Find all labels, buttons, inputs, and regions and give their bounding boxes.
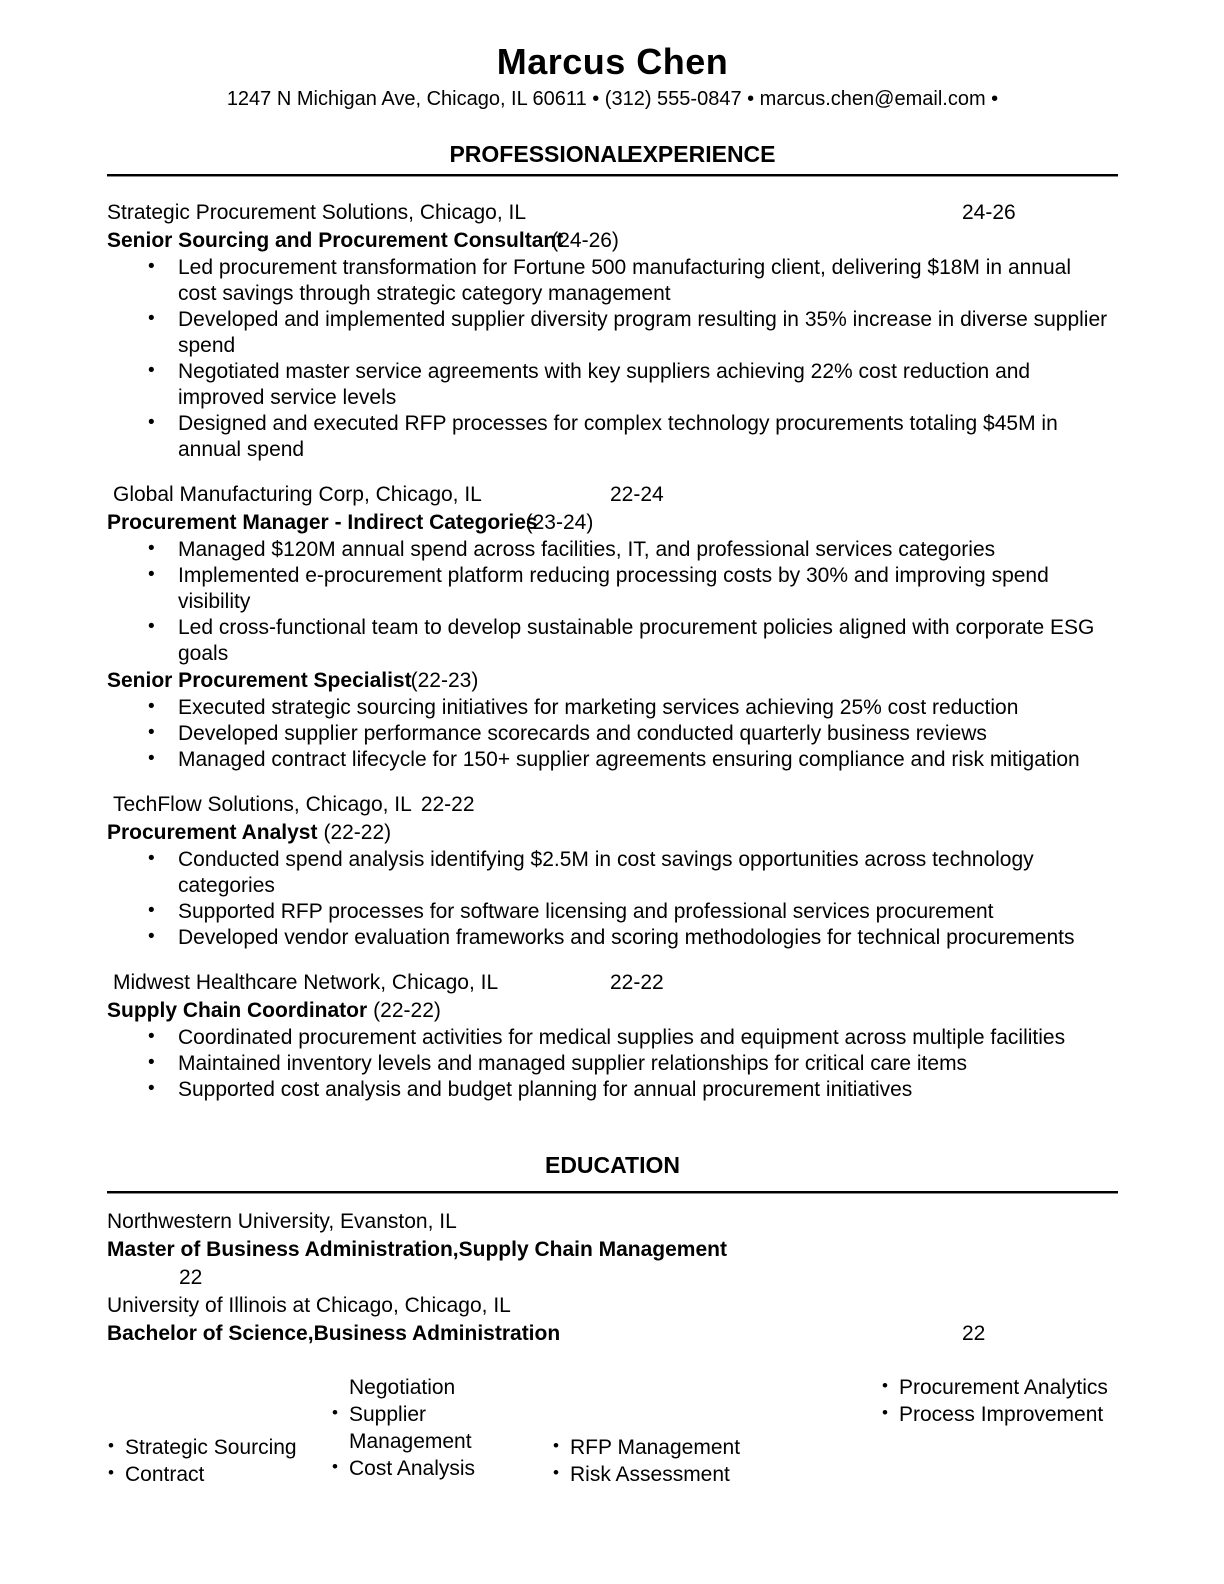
- role-title: Procurement Manager - Indirect Categories: [107, 511, 538, 534]
- bullet-text: Led cross-functional team to develop sustainable procurement policies aligned with corporate ESG goals: [178, 616, 1095, 665]
- bullet-item: [107, 747, 1118, 773]
- education-section-heading: EDUCATION: [544, 1152, 680, 1178]
- bullet-icon: •: [882, 1403, 888, 1422]
- skill-item-continuation: [332, 1374, 497, 1401]
- skill-text: Risk Assessment: [570, 1463, 730, 1486]
- skills-column: [882, 1374, 1132, 1428]
- role-dates: (22-22): [323, 821, 392, 844]
- education-heading-rule: [107, 1191, 1118, 1194]
- bullet-icon: •: [882, 1376, 888, 1395]
- bullet-icon: •: [148, 696, 155, 717]
- bullet-item: [107, 721, 1118, 747]
- bullet-icon: •: [332, 1457, 338, 1476]
- bullet-text: Maintained inventory levels and managed supplier relationships for critical care items: [178, 1052, 968, 1075]
- skills-column: [108, 1434, 338, 1488]
- education-section: [107, 1208, 1118, 1348]
- company-line: [107, 199, 1118, 227]
- role-line: [107, 227, 1118, 255]
- contact-line: 1247 N Michigan Ave, Chicago, IL 60611 • (312) 555-0847 • marcus.chen@email.com •: [226, 88, 999, 110]
- bullet-icon: •: [148, 848, 155, 869]
- education-entry: [107, 1208, 1118, 1292]
- bullet-text: Developed supplier performance scorecards and conducted quarterly business reviews: [178, 722, 987, 745]
- experience-section: [107, 199, 1118, 1103]
- bullet-icon: •: [148, 360, 155, 381]
- role-title: Supply Chain Coordinator: [107, 999, 368, 1022]
- skill-text: Supplier Management: [349, 1403, 472, 1453]
- school-name: Northwestern University, Evanston, IL: [107, 1210, 457, 1233]
- bullet-icon: •: [553, 1463, 559, 1482]
- role-dates: (22-23): [410, 669, 479, 692]
- bullet-icon: •: [148, 1078, 155, 1099]
- role-title: Senior Procurement Specialist: [107, 669, 412, 692]
- skill-item: [553, 1434, 798, 1461]
- bullet-item: [107, 925, 1118, 951]
- job-entry: [107, 481, 1118, 773]
- company-dates: 22-22: [420, 793, 475, 816]
- bullet-text: Supported RFP processes for software licensing and professional services procurement: [178, 900, 994, 923]
- company-dates: 22-22: [610, 971, 664, 994]
- skill-text: Cost Analysis: [349, 1457, 476, 1480]
- skill-item: [332, 1455, 497, 1482]
- bullet-text: Managed $120M annual spend across facilities, IT, and professional services categories: [178, 538, 996, 561]
- degree-title: [107, 1320, 1118, 1348]
- bullet-icon: •: [148, 722, 155, 743]
- bullet-item: [107, 899, 1118, 925]
- bullet-text: Coordinated procurement activities for medical supplies and equipment across multiple facilities: [178, 1026, 1066, 1049]
- bullet-text: Led procurement transformation for Fortune 500 manufacturing client, delivering $18M in annual cost savings through strategic category management: [178, 256, 1072, 305]
- bullet-item: [107, 847, 1118, 899]
- degree-title-text: Bachelor of Science,Business Administration: [107, 1322, 561, 1345]
- bullet-icon: •: [108, 1436, 114, 1455]
- bullet-icon: •: [148, 616, 155, 637]
- skills-column: [332, 1374, 497, 1482]
- role-line: [107, 997, 1118, 1025]
- skill-item: [882, 1374, 1132, 1401]
- bullet-item: [107, 695, 1118, 721]
- bullet-item: [107, 537, 1118, 563]
- bullet-icon: •: [553, 1436, 559, 1455]
- experience-heading-rule: [107, 174, 1118, 177]
- bullet-item: [107, 1077, 1118, 1103]
- bullet-item: [107, 359, 1118, 411]
- bullet-item: [107, 1025, 1118, 1051]
- skills-section: [107, 1374, 1118, 1514]
- company-name: Strategic Procurement Solutions, Chicago, IL: [107, 201, 527, 224]
- skill-text: Procurement Analytics: [899, 1376, 1108, 1399]
- company-name: Midwest Healthcare Network, Chicago, IL: [113, 971, 499, 994]
- resume-content: [107, 0, 1118, 1514]
- job-entry: [107, 969, 1118, 1103]
- bullet-icon: •: [148, 256, 155, 277]
- company-name: Global Manufacturing Corp, Chicago, IL: [113, 483, 482, 506]
- degree-title: Master of Business Administration,Supply Chain Management: [107, 1238, 727, 1261]
- skill-item: [553, 1461, 798, 1488]
- bullet-icon: •: [148, 748, 155, 769]
- bullet-text: Implemented e-procurement platform reducing processing costs by 30% and improving spend visibility: [178, 564, 1049, 613]
- skill-text: Contract: [125, 1463, 205, 1486]
- bullet-text: Developed vendor evaluation frameworks and scoring methodologies for technical procurements: [178, 926, 1075, 949]
- degree-year: 22: [962, 1322, 986, 1345]
- bullet-text: Negotiated master service agreements with key suppliers achieving 22% cost reduction and improved service levels: [178, 360, 1031, 409]
- bullet-icon: •: [148, 900, 155, 921]
- skill-text: Negotiation: [349, 1376, 456, 1399]
- bullet-icon: •: [148, 1026, 155, 1047]
- skill-text: Process Improvement: [899, 1403, 1104, 1426]
- skills-column: [553, 1434, 798, 1488]
- company-name: TechFlow Solutions, Chicago, IL: [113, 793, 412, 816]
- role-dates: (24-26): [551, 229, 619, 252]
- skill-text: Strategic Sourcing: [125, 1436, 297, 1459]
- bullet-text: Supported cost analysis and budget planning for annual procurement initiatives: [178, 1078, 913, 1101]
- company-line: [107, 791, 1118, 819]
- bullet-icon: •: [148, 926, 155, 947]
- bullet-text: Developed and implemented supplier diversity program resulting in 35% increase in diverse supplier spend: [178, 308, 1108, 357]
- school-name: University of Illinois at Chicago, Chicago, IL: [107, 1294, 511, 1317]
- experience-section-heading: PROFESSIONAL EXPERIENCE: [449, 141, 776, 167]
- company-line: [107, 969, 1118, 997]
- bullet-item: [107, 255, 1118, 307]
- skill-item: [332, 1401, 497, 1455]
- role-title: Procurement Analyst: [107, 821, 318, 844]
- bullet-item: [107, 411, 1118, 463]
- role-dates: (22-22): [373, 999, 441, 1022]
- role-line: [107, 667, 1118, 695]
- bullet-text: Designed and executed RFP processes for complex technology procurements totaling $45M in annual spend: [178, 412, 1058, 461]
- role-line: [107, 819, 1118, 847]
- bullet-item: [107, 307, 1118, 359]
- job-entry: [107, 199, 1118, 463]
- bullet-item: [107, 615, 1118, 667]
- degree-year: 22: [179, 1266, 203, 1289]
- job-entry: [107, 791, 1118, 951]
- company-line: [107, 481, 1118, 509]
- company-dates: 22-24: [610, 483, 664, 506]
- bullet-icon: •: [148, 538, 155, 559]
- skill-item: [882, 1401, 1132, 1428]
- bullet-icon: •: [148, 308, 155, 329]
- education-entry: [107, 1292, 1118, 1348]
- skill-item: [108, 1461, 338, 1488]
- bullet-icon: •: [108, 1463, 114, 1482]
- bullet-text: Managed contract lifecycle for 150+ supplier agreements ensuring compliance and risk mitigation: [178, 748, 1080, 771]
- skill-item: [108, 1434, 338, 1461]
- bullet-text: Executed strategic sourcing initiatives for marketing services achieving 25% cost reduction: [178, 696, 1019, 719]
- bullet-icon: •: [148, 412, 155, 433]
- bullet-icon: •: [148, 1052, 155, 1073]
- bullet-item: [107, 563, 1118, 615]
- role-line: [107, 509, 1118, 537]
- candidate-name: Marcus Chen: [496, 41, 729, 82]
- bullet-text: Conducted spend analysis identifying $2.5M in cost savings opportunities across technology categories: [178, 848, 1034, 897]
- skill-text: RFP Management: [570, 1436, 741, 1459]
- company-dates: 24-26: [962, 201, 1016, 224]
- bullet-icon: •: [148, 564, 155, 585]
- role-dates: (23-24): [525, 511, 594, 534]
- role-title: Senior Sourcing and Procurement Consultant: [107, 229, 564, 252]
- bullet-icon: •: [332, 1403, 338, 1422]
- bullet-item: [107, 1051, 1118, 1077]
